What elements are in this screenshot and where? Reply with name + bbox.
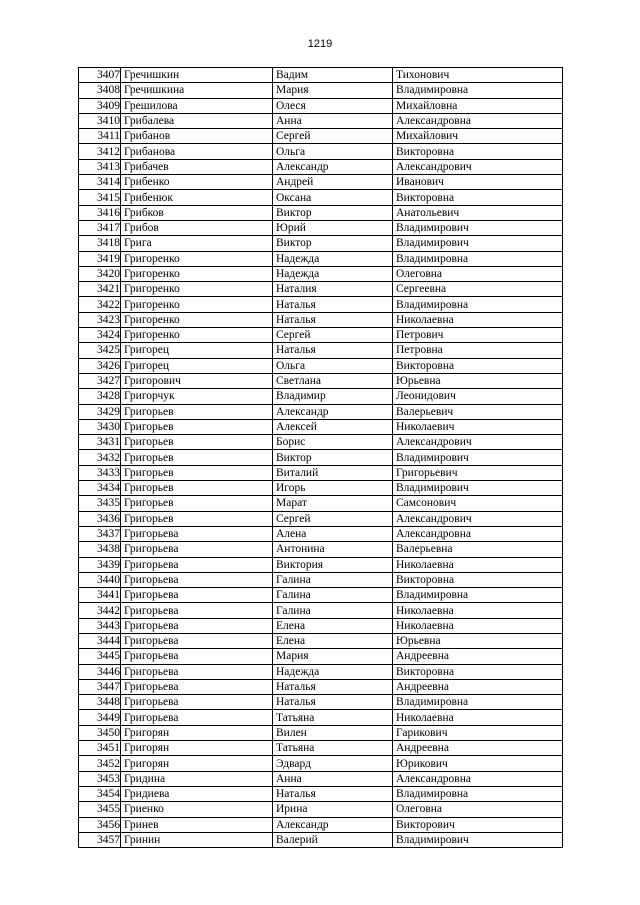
last-name: Григорьев — [121, 419, 273, 434]
table-row — [79, 205, 563, 220]
middle-name: Николаевна — [393, 618, 563, 633]
table-row — [79, 68, 563, 83]
row-number: 3452 — [79, 756, 121, 771]
table-row — [79, 465, 563, 480]
table-row — [79, 282, 563, 297]
roster-table — [78, 67, 563, 848]
row-number: 3413 — [79, 159, 121, 174]
middle-name: Леонидович — [393, 389, 563, 404]
last-name: Григорец — [121, 358, 273, 373]
last-name: Григорьева — [121, 588, 273, 603]
table-row — [79, 450, 563, 465]
table-row — [79, 312, 563, 327]
middle-name: Александровна — [393, 113, 563, 128]
last-name: Григорьев — [121, 481, 273, 496]
last-name: Григорян — [121, 725, 273, 740]
page-number: 1219 — [307, 38, 333, 50]
first-name: Вадим — [273, 68, 393, 83]
table-row — [79, 419, 563, 434]
row-number: 3436 — [79, 511, 121, 526]
table-row — [79, 358, 563, 373]
row-number: 3420 — [79, 266, 121, 281]
first-name: Виталий — [273, 465, 393, 480]
row-number: 3456 — [79, 817, 121, 832]
first-name: Надежда — [273, 266, 393, 281]
table-row — [79, 129, 563, 144]
last-name: Григорьева — [121, 557, 273, 572]
row-number: 3427 — [79, 373, 121, 388]
last-name: Григорчук — [121, 389, 273, 404]
table-row — [79, 251, 563, 266]
first-name: Вилен — [273, 725, 393, 740]
table-row — [79, 83, 563, 98]
first-name: Наталья — [273, 343, 393, 358]
table-row — [79, 144, 563, 159]
last-name: Григорьева — [121, 679, 273, 694]
first-name: Елена — [273, 618, 393, 633]
row-number: 3410 — [79, 113, 121, 128]
last-name: Григорьева — [121, 572, 273, 587]
row-number: 3453 — [79, 771, 121, 786]
middle-name: Викторовна — [393, 144, 563, 159]
table-row — [79, 389, 563, 404]
first-name: Владимир — [273, 389, 393, 404]
middle-name: Григорьевич — [393, 465, 563, 480]
middle-name: Викторовна — [393, 358, 563, 373]
row-number: 3439 — [79, 557, 121, 572]
row-number: 3421 — [79, 282, 121, 297]
table-row — [79, 266, 563, 281]
middle-name: Михайлович — [393, 129, 563, 144]
middle-name: Петровна — [393, 343, 563, 358]
table-row — [79, 297, 563, 312]
last-name: Григорьева — [121, 649, 273, 664]
first-name: Виктор — [273, 236, 393, 251]
row-number: 3430 — [79, 419, 121, 434]
last-name: Григоренко — [121, 251, 273, 266]
last-name: Григорьев — [121, 435, 273, 450]
row-number: 3454 — [79, 786, 121, 801]
row-number: 3449 — [79, 710, 121, 725]
row-number: 3416 — [79, 205, 121, 220]
last-name: Гринев — [121, 817, 273, 832]
first-name: Ирина — [273, 802, 393, 817]
first-name: Виктор — [273, 205, 393, 220]
row-number: 3431 — [79, 435, 121, 450]
first-name: Мария — [273, 649, 393, 664]
first-name: Борис — [273, 435, 393, 450]
first-name: Виктор — [273, 450, 393, 465]
middle-name: Андреевна — [393, 741, 563, 756]
table-row — [79, 817, 563, 832]
middle-name: Александровна — [393, 526, 563, 541]
last-name: Гриенко — [121, 802, 273, 817]
roster-body — [79, 68, 563, 848]
middle-name: Викторовна — [393, 572, 563, 587]
row-number: 3441 — [79, 588, 121, 603]
row-number: 3412 — [79, 144, 121, 159]
table-row — [79, 771, 563, 786]
last-name: Грибков — [121, 205, 273, 220]
row-number: 3434 — [79, 481, 121, 496]
table-row — [79, 649, 563, 664]
first-name: Юрий — [273, 220, 393, 235]
last-name: Григорьев — [121, 496, 273, 511]
row-number: 3422 — [79, 297, 121, 312]
middle-name: Александровна — [393, 771, 563, 786]
last-name: Грибанова — [121, 144, 273, 159]
row-number: 3445 — [79, 649, 121, 664]
middle-name: Владимировна — [393, 786, 563, 801]
middle-name: Андреевна — [393, 649, 563, 664]
table-row — [79, 481, 563, 496]
last-name: Грибенюк — [121, 190, 273, 205]
middle-name: Сергеевна — [393, 282, 563, 297]
table-row — [79, 98, 563, 113]
first-name: Анна — [273, 113, 393, 128]
table-row — [79, 710, 563, 725]
last-name: Гридиева — [121, 786, 273, 801]
table-row — [79, 603, 563, 618]
table-row — [79, 679, 563, 694]
first-name: Эдвард — [273, 756, 393, 771]
first-name: Алена — [273, 526, 393, 541]
last-name: Гречишкина — [121, 83, 273, 98]
table-row — [79, 526, 563, 541]
middle-name: Викторовна — [393, 190, 563, 205]
first-name: Антонина — [273, 542, 393, 557]
table-row — [79, 175, 563, 190]
middle-name: Юрьевна — [393, 373, 563, 388]
middle-name: Владимировна — [393, 297, 563, 312]
table-row — [79, 220, 563, 235]
table-row — [79, 496, 563, 511]
table-row — [79, 786, 563, 801]
middle-name: Николаевна — [393, 312, 563, 327]
row-number: 3415 — [79, 190, 121, 205]
row-number: 3442 — [79, 603, 121, 618]
last-name: Григорьева — [121, 710, 273, 725]
first-name: Валерий — [273, 832, 393, 847]
row-number: 3425 — [79, 343, 121, 358]
last-name: Грешилова — [121, 98, 273, 113]
last-name: Григорьев — [121, 465, 273, 480]
row-number: 3411 — [79, 129, 121, 144]
middle-name: Николаевич — [393, 419, 563, 434]
row-number: 3451 — [79, 741, 121, 756]
table-row — [79, 741, 563, 756]
last-name: Гринин — [121, 832, 273, 847]
last-name: Григоренко — [121, 282, 273, 297]
middle-name: Олеговна — [393, 266, 563, 281]
first-name: Ольга — [273, 144, 393, 159]
first-name: Олеся — [273, 98, 393, 113]
middle-name: Николаевна — [393, 603, 563, 618]
first-name: Наталья — [273, 312, 393, 327]
middle-name: Валерьевич — [393, 404, 563, 419]
table-row — [79, 802, 563, 817]
last-name: Григоренко — [121, 297, 273, 312]
middle-name: Александрович — [393, 511, 563, 526]
first-name: Наталия — [273, 282, 393, 297]
middle-name: Владимирович — [393, 481, 563, 496]
row-number: 3409 — [79, 98, 121, 113]
middle-name: Валерьевна — [393, 542, 563, 557]
first-name: Оксана — [273, 190, 393, 205]
row-number: 3435 — [79, 496, 121, 511]
first-name: Наталья — [273, 786, 393, 801]
last-name: Грибенко — [121, 175, 273, 190]
last-name: Грига — [121, 236, 273, 251]
table-row — [79, 572, 563, 587]
first-name: Татьяна — [273, 741, 393, 756]
middle-name: Петрович — [393, 328, 563, 343]
first-name: Наталья — [273, 695, 393, 710]
last-name: Григорьева — [121, 618, 273, 633]
last-name: Григорьев — [121, 511, 273, 526]
last-name: Грибанов — [121, 129, 273, 144]
first-name: Александр — [273, 817, 393, 832]
table-row — [79, 435, 563, 450]
first-name: Надежда — [273, 664, 393, 679]
last-name: Григоренко — [121, 266, 273, 281]
table-row — [79, 343, 563, 358]
last-name: Григорьева — [121, 695, 273, 710]
table-row — [79, 588, 563, 603]
row-number: 3429 — [79, 404, 121, 419]
first-name: Анна — [273, 771, 393, 786]
table-row — [79, 557, 563, 572]
first-name: Сергей — [273, 129, 393, 144]
row-number: 3414 — [79, 175, 121, 190]
middle-name: Александрович — [393, 159, 563, 174]
table-row — [79, 511, 563, 526]
table-row — [79, 190, 563, 205]
first-name: Виктория — [273, 557, 393, 572]
table-row — [79, 618, 563, 633]
middle-name: Владимирович — [393, 832, 563, 847]
row-number: 3408 — [79, 83, 121, 98]
middle-name: Викторович — [393, 817, 563, 832]
middle-name: Гарикович — [393, 725, 563, 740]
table-row — [79, 832, 563, 847]
row-number: 3438 — [79, 542, 121, 557]
middle-name: Самсонович — [393, 496, 563, 511]
middle-name: Владимировна — [393, 251, 563, 266]
last-name: Григорович — [121, 373, 273, 388]
first-name: Светлана — [273, 373, 393, 388]
table-row — [79, 113, 563, 128]
row-number: 3443 — [79, 618, 121, 633]
middle-name: Михайловна — [393, 98, 563, 113]
first-name: Ольга — [273, 358, 393, 373]
last-name: Григорян — [121, 741, 273, 756]
row-number: 3407 — [79, 68, 121, 83]
table-row — [79, 373, 563, 388]
last-name: Григорьева — [121, 542, 273, 557]
row-number: 3433 — [79, 465, 121, 480]
middle-name: Владимирович — [393, 450, 563, 465]
middle-name: Владимирович — [393, 220, 563, 235]
table-row — [79, 328, 563, 343]
middle-name: Иванович — [393, 175, 563, 190]
middle-name: Владимирович — [393, 236, 563, 251]
middle-name: Юрикович — [393, 756, 563, 771]
row-number: 3446 — [79, 664, 121, 679]
table-row — [79, 725, 563, 740]
row-number: 3423 — [79, 312, 121, 327]
row-number: 3444 — [79, 633, 121, 648]
table-row — [79, 633, 563, 648]
middle-name: Юрьевна — [393, 633, 563, 648]
first-name: Галина — [273, 572, 393, 587]
middle-name: Владимировна — [393, 695, 563, 710]
middle-name: Николаевна — [393, 557, 563, 572]
last-name: Григорец — [121, 343, 273, 358]
row-number: 3448 — [79, 695, 121, 710]
first-name: Мария — [273, 83, 393, 98]
first-name: Елена — [273, 633, 393, 648]
middle-name: Анатольевич — [393, 205, 563, 220]
first-name: Александр — [273, 159, 393, 174]
first-name: Галина — [273, 603, 393, 618]
middle-name: Тихонович — [393, 68, 563, 83]
middle-name: Александрович — [393, 435, 563, 450]
first-name: Татьяна — [273, 710, 393, 725]
last-name: Григорян — [121, 756, 273, 771]
row-number: 3426 — [79, 358, 121, 373]
last-name: Грибалева — [121, 113, 273, 128]
table-row — [79, 236, 563, 251]
middle-name: Владимировна — [393, 588, 563, 603]
first-name: Галина — [273, 588, 393, 603]
table-row — [79, 159, 563, 174]
first-name: Андрей — [273, 175, 393, 190]
row-number: 3450 — [79, 725, 121, 740]
last-name: Григорьева — [121, 526, 273, 541]
first-name: Марат — [273, 496, 393, 511]
last-name: Грибов — [121, 220, 273, 235]
row-number: 3418 — [79, 236, 121, 251]
last-name: Григорьева — [121, 603, 273, 618]
first-name: Алексей — [273, 419, 393, 434]
table-row — [79, 695, 563, 710]
last-name: Григорьев — [121, 450, 273, 465]
last-name: Григорьева — [121, 633, 273, 648]
first-name: Наталья — [273, 679, 393, 694]
row-number: 3419 — [79, 251, 121, 266]
middle-name: Викторовна — [393, 664, 563, 679]
row-number: 3457 — [79, 832, 121, 847]
row-number: 3455 — [79, 802, 121, 817]
last-name: Гречишкин — [121, 68, 273, 83]
last-name: Григоренко — [121, 312, 273, 327]
table-row — [79, 664, 563, 679]
first-name: Игорь — [273, 481, 393, 496]
first-name: Александр — [273, 404, 393, 419]
middle-name: Олеговна — [393, 802, 563, 817]
first-name: Сергей — [273, 328, 393, 343]
table-row — [79, 542, 563, 557]
first-name: Сергей — [273, 511, 393, 526]
row-number: 3424 — [79, 328, 121, 343]
row-number: 3428 — [79, 389, 121, 404]
middle-name: Владимировна — [393, 83, 563, 98]
middle-name: Николаевна — [393, 710, 563, 725]
last-name: Грибачев — [121, 159, 273, 174]
row-number: 3432 — [79, 450, 121, 465]
row-number: 3417 — [79, 220, 121, 235]
first-name: Надежда — [273, 251, 393, 266]
table-row — [79, 756, 563, 771]
last-name: Григорьев — [121, 404, 273, 419]
first-name: Наталья — [273, 297, 393, 312]
last-name: Григорьева — [121, 664, 273, 679]
table-row — [79, 404, 563, 419]
row-number: 3447 — [79, 679, 121, 694]
row-number: 3437 — [79, 526, 121, 541]
last-name: Гридина — [121, 771, 273, 786]
last-name: Григоренко — [121, 328, 273, 343]
row-number: 3440 — [79, 572, 121, 587]
middle-name: Андреевна — [393, 679, 563, 694]
